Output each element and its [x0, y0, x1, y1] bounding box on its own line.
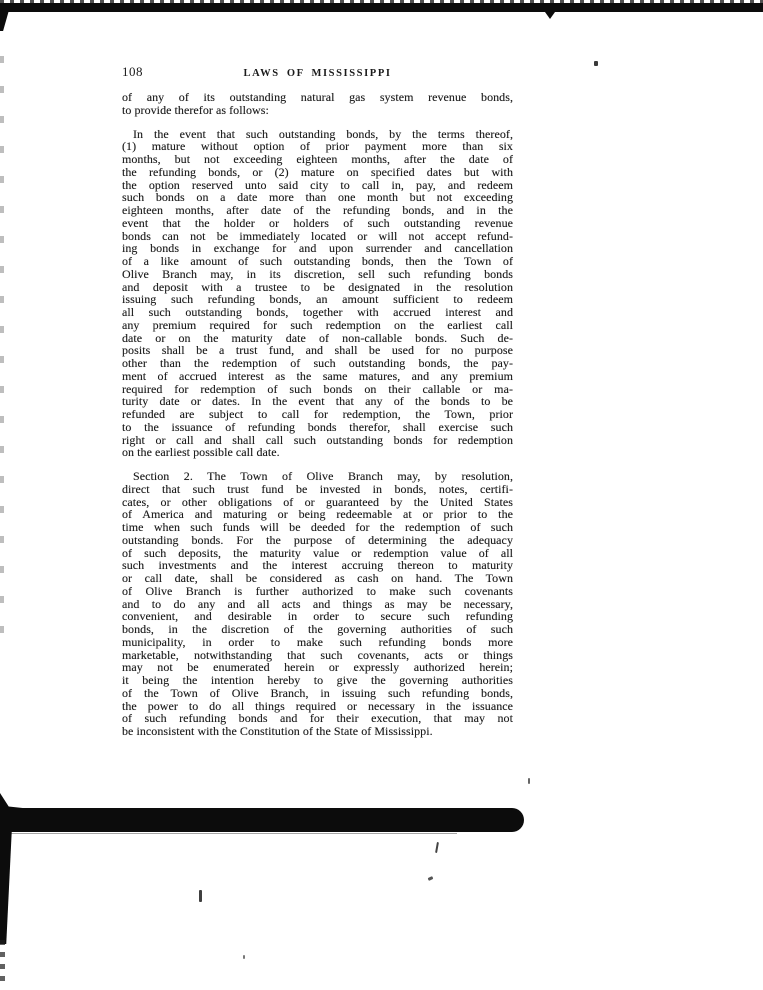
scan-speckle	[428, 876, 434, 881]
text-line: refunded are subject to call for redemption, the Town, prior	[122, 407, 513, 421]
text-line: any premium required for such redemption on the earliest call	[122, 317, 513, 332]
text-line: all such outstanding bonds, together with accrued interest and	[122, 305, 513, 319]
scan-top-left-corner-artifact	[0, 3, 11, 31]
text-line: bonds can not be immediately located or will not accept refund-	[122, 228, 513, 243]
text-line: be inconsistent with the Constitution of the State of Mississippi.	[122, 724, 433, 738]
text-line: to the issuance of refunding bonds therefor, shall exercise such	[122, 419, 513, 434]
scan-speckle	[243, 955, 245, 959]
scan-top-notch-artifact	[545, 12, 555, 19]
page-body	[122, 91, 513, 749]
text-line: it being the intention hereby to give the governing authorities	[122, 673, 513, 687]
scan-bottom-bar-artifact	[0, 808, 524, 832]
text-line: other than the redemption of such outstanding bonds, the pay-	[122, 356, 513, 370]
text-line: date or on the maturity date of non-callable bonds. Such de-	[122, 330, 513, 345]
text-line: time when such funds will be deeded for the redemption of such	[122, 520, 513, 534]
paragraph	[122, 128, 513, 460]
text-line: outstanding bonds. For the purpose of determining the adequacy	[122, 532, 513, 547]
text-line: required for redemption of such bonds on their callable or ma-	[122, 381, 513, 396]
scan-top-dotted-edge-artifact	[0, 0, 763, 3]
text-line: of such refunding bonds and for their execution, that may not	[122, 711, 513, 726]
text-line: posits shall be a trust fund, and shall be used for no purpose	[122, 343, 513, 358]
paragraph	[122, 470, 513, 738]
text-line: eighteen months, after date of the refunding bonds, and in the	[122, 203, 513, 217]
text-line: the power to do all things required or necessary in the issuance	[122, 698, 513, 713]
text-line: event that the holder or holders of such outstanding revenue	[122, 215, 513, 230]
text-line: In the event that such outstanding bonds, by the terms thereof,	[133, 126, 513, 141]
text-line: months, but not exceeding eighteen months, after the date of	[122, 152, 513, 166]
text-line: of such deposits, the maturity value or redemption value of all	[122, 545, 513, 560]
text-line: such investments and the interest accruing thereon to maturity	[122, 558, 513, 573]
text-line: or call date, shall be considered as cash on hand. The Town	[122, 571, 513, 585]
text-line: marketable, notwithstanding that such covenants, acts or things	[122, 647, 513, 662]
text-line: of Olive Branch is further authorized to make such covenants	[122, 583, 513, 598]
text-line: direct that such trust fund be invested in bonds, notes, certifi-	[122, 481, 513, 496]
text-line: of a like amount of such outstanding bonds, then the Town of	[122, 254, 513, 268]
page-header	[122, 64, 513, 80]
scan-bottom-edge-speckles	[0, 940, 5, 986]
text-line: (1) mature without option of prior payment more than six	[122, 139, 513, 154]
paragraph	[122, 91, 513, 117]
text-line: convenient, and desirable in order to secure such refunding	[122, 609, 513, 624]
text-line: and deposit with a trustee to be designated in the resolution	[122, 279, 513, 294]
text-line: of any of its outstanding natural gas system revenue bonds,	[122, 90, 513, 104]
scan-speckle	[594, 61, 598, 66]
text-line: ing bonds in exchange for and upon surrender and cancellation	[122, 241, 513, 256]
text-line: Section 2. The Town of Olive Branch may, by resolution,	[133, 469, 513, 483]
text-line: to provide therefor as follows:	[122, 102, 269, 117]
text-line: may not be enumerated herein or expressly authorized herein;	[122, 660, 513, 675]
scan-top-band-artifact	[0, 3, 763, 12]
text-line: the option reserved unto said city to call in, pay, and redeem	[122, 177, 513, 192]
text-line: ment of accrued interest as the same matures, and any premium	[122, 368, 513, 383]
scan-speckle	[435, 842, 439, 853]
text-line: of America and maturing or being redeemable at or prior to the	[122, 507, 513, 522]
text-line: turity date or dates. In the event that any of the bonds to be	[122, 394, 513, 409]
running-title: LAWS OF MISSISSIPPI	[243, 68, 392, 79]
text-line: right or call and shall call such outstanding bonds for redemption	[122, 432, 513, 447]
text-line: of the Town of Olive Branch, in issuing such refunding bonds,	[122, 685, 513, 700]
text-line: bonds, in the discretion of the governing authorities of such	[122, 622, 513, 636]
text-line: on the earliest possible call date.	[122, 445, 280, 460]
text-line: Olive Branch may, in its discretion, sell such refunding bonds	[122, 266, 513, 281]
scan-left-edge-speckles	[0, 56, 4, 656]
text-line: such bonds on a date more than one month but not exceeding	[122, 190, 513, 205]
text-line: the refunding bonds, or (2) mature on specified dates but with	[122, 164, 513, 179]
page-number: 108	[122, 64, 143, 79]
text-line: municipality, in order to make such refunding bonds more	[122, 634, 513, 649]
text-line: and to do any and all acts and things as may be necessary,	[122, 596, 513, 611]
scan-bottom-left-edge-artifact	[0, 826, 12, 944]
text-line: cates, or other obligations of or guaranteed by the United States	[122, 494, 513, 509]
scan-speckle	[199, 890, 202, 902]
text-line: issuing such refunding bonds, an amount sufficient to redeem	[122, 292, 513, 307]
scan-speckle	[528, 778, 530, 784]
